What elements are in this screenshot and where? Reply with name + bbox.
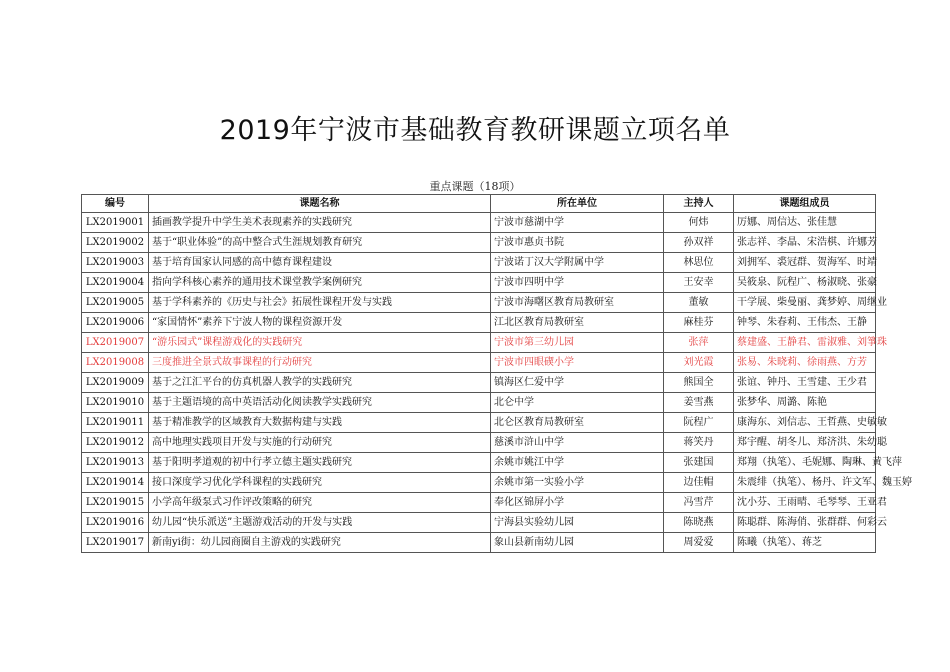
- cell-unit: 余姚市姚江中学: [491, 453, 664, 473]
- page-title: 2019年宁波市基础教育教研课题立项名单: [219, 115, 731, 146]
- cell-host: 何炜: [664, 213, 734, 233]
- cell-project-name: 基于“职业体验”的高中整合式生涯规划教育研究: [149, 233, 491, 253]
- cell-project-name: 基于主题语境的高中英语活动化阅读教学实践研究: [149, 393, 491, 413]
- cell-members: 张易、朱晓莉、徐雨燕、方芳: [734, 353, 876, 373]
- cell-id: LX2019017: [82, 533, 149, 553]
- cell-host: 陈晓燕: [664, 513, 734, 533]
- table-row: [82, 413, 876, 433]
- table-row: [82, 333, 876, 353]
- cell-project-name: 高中地理实践项目开发与实施的行动研究: [149, 433, 491, 453]
- table-row: [82, 273, 876, 293]
- cell-host: 姜雪燕: [664, 393, 734, 413]
- cell-unit: 慈溪市浒山中学: [491, 433, 664, 453]
- cell-project-name: 基于精准教学的区域教育大数据构建与实践: [149, 413, 491, 433]
- table-row: [82, 253, 876, 273]
- cell-unit: 宁波市第三幼儿园: [491, 333, 664, 353]
- cell-members: 吴筱泉、阮程广、杨淑晓、张豪: [734, 273, 876, 293]
- table-row: [82, 373, 876, 393]
- cell-members: 干学展、柴曼丽、龚梦婷、周继业: [734, 293, 876, 313]
- cell-id: LX2019005: [82, 293, 149, 313]
- cell-id: LX2019016: [82, 513, 149, 533]
- table-row: [82, 293, 876, 313]
- cell-members: 刘拥军、裘冠群、贺海军、时靖: [734, 253, 876, 273]
- cell-host: 张萍: [664, 333, 734, 353]
- cell-unit: 象山县新南幼儿园: [491, 533, 664, 553]
- cell-unit: 余姚市第一实验小学: [491, 473, 664, 493]
- cell-members: 张志祥、李晶、宋浩棋、许娜芳: [734, 233, 876, 253]
- table-caption: 重点课题（18项）: [429, 180, 521, 193]
- cell-host: 蒋笑丹: [664, 433, 734, 453]
- cell-id: LX2019015: [82, 493, 149, 513]
- cell-project-name: 新南yi街：幼儿园商圈自主游戏的实践研究: [149, 533, 491, 553]
- cell-unit: 宁波诺丁汉大学附属中学: [491, 253, 664, 273]
- table-row: [82, 533, 876, 553]
- cell-host: 董敏: [664, 293, 734, 313]
- cell-host: 王安幸: [664, 273, 734, 293]
- cell-project-name: 指向学科核心素养的通用技术课堂教学案例研究: [149, 273, 491, 293]
- header-id: 编号: [82, 195, 149, 213]
- cell-id: LX2019004: [82, 273, 149, 293]
- cell-unit: 宁波市惠贞书院: [491, 233, 664, 253]
- header-host: 主持人: [664, 195, 734, 213]
- cell-members: 康海东、刘信志、王哲燕、史敏敏: [734, 413, 876, 433]
- table-row: [82, 213, 876, 233]
- cell-host: 张建国: [664, 453, 734, 473]
- cell-project-name: 三度推进全景式故事课程的行动研究: [149, 353, 491, 373]
- cell-members: 张谊、钟丹、王雪建、王少君: [734, 373, 876, 393]
- table-row: [82, 493, 876, 513]
- cell-host: 刘光霞: [664, 353, 734, 373]
- cell-host: 林思位: [664, 253, 734, 273]
- cell-project-name: 基于培育国家认同感的高中德育课程建设: [149, 253, 491, 273]
- cell-id: LX2019014: [82, 473, 149, 493]
- table-row: [82, 233, 876, 253]
- cell-members: 蔡建盛、王静君、雷淑雅、刘箏珠: [734, 333, 876, 353]
- header-members: 课题组成员: [734, 195, 876, 213]
- cell-id: LX2019011: [82, 413, 149, 433]
- cell-host: 冯雪芹: [664, 493, 734, 513]
- projects-table: [81, 194, 912, 553]
- cell-unit: 宁海县实验幼儿园: [491, 513, 664, 533]
- cell-unit: 北仑区教育局教研室: [491, 413, 664, 433]
- cell-id: LX2019003: [82, 253, 149, 273]
- cell-unit: 宁波市慈湖中学: [491, 213, 664, 233]
- cell-members: 陈聪群、陈海俏、张群群、何彩云: [734, 513, 876, 533]
- table-row: [82, 353, 876, 373]
- cell-members: 厉娜、周信达、张佳慧: [734, 213, 876, 233]
- cell-id: LX2019007: [82, 333, 149, 353]
- cell-members: 沈小芬、王雨晴、毛琴琴、王亚君: [734, 493, 876, 513]
- cell-id: LX2019013: [82, 453, 149, 473]
- cell-project-name: “家国情怀”素养下宁波人物的课程资源开发: [149, 313, 491, 333]
- cell-unit: 宁波市海曙区教育局教研室: [491, 293, 664, 313]
- cell-host: 孙双祥: [664, 233, 734, 253]
- cell-unit: 镇海区仁爱中学: [491, 373, 664, 393]
- cell-members: 郑宇醒、胡冬儿、郑济洪、朱幼聪: [734, 433, 876, 453]
- cell-unit: 宁波市四眼碶小学: [491, 353, 664, 373]
- table-row: [82, 393, 876, 413]
- cell-id: LX2019008: [82, 353, 149, 373]
- cell-unit: 北仑中学: [491, 393, 664, 413]
- table-row: [82, 453, 876, 473]
- table-row: [82, 513, 876, 533]
- cell-members: 朱震绯（执笔）、杨丹、许文军、魏玉婷: [734, 473, 876, 493]
- table-row: [82, 473, 876, 493]
- cell-members: 郑翔（执笔）、毛妮娜、陶琳、黄飞萍: [734, 453, 876, 473]
- cell-project-name: 小学高年级泵式习作评改策略的研究: [149, 493, 491, 513]
- cell-id: LX2019006: [82, 313, 149, 333]
- cell-members: 张梦华、周潞、陈艳: [734, 393, 876, 413]
- cell-project-name: 接口深度学习优化学科课程的实践研究: [149, 473, 491, 493]
- cell-host: 麻桂芬: [664, 313, 734, 333]
- cell-id: LX2019001: [82, 213, 149, 233]
- cell-host: 边佳帽: [664, 473, 734, 493]
- header-unit: 所在单位: [491, 195, 664, 213]
- cell-members: 陈曦（执笔）、蒋芝: [734, 533, 876, 553]
- table-header-row: [82, 195, 876, 213]
- cell-unit: 江北区教育局教研室: [491, 313, 664, 333]
- cell-project-name: 基于之江汇平台的仿真机器人教学的实践研究: [149, 373, 491, 393]
- cell-unit: 奉化区锦屏小学: [491, 493, 664, 513]
- cell-id: LX2019010: [82, 393, 149, 413]
- cell-host: 周爱爱: [664, 533, 734, 553]
- cell-id: LX2019012: [82, 433, 149, 453]
- header-project-name: 课题名称: [149, 195, 491, 213]
- cell-project-name: 基于学科素养的《历史与社会》拓展性课程开发与实践: [149, 293, 491, 313]
- table-row: [82, 433, 876, 453]
- table-row: [82, 313, 876, 333]
- cell-project-name: 插画教学提升中学生美术表现素养的实践研究: [149, 213, 491, 233]
- cell-host: 阮程广: [664, 413, 734, 433]
- cell-host: 熊国全: [664, 373, 734, 393]
- cell-unit: 宁波市四明中学: [491, 273, 664, 293]
- cell-id: LX2019009: [82, 373, 149, 393]
- cell-project-name: “游乐园式”课程游戏化的实践研究: [149, 333, 491, 353]
- cell-project-name: 基于阳明孝道观的初中行孝立德主题实践研究: [149, 453, 491, 473]
- cell-project-name: 幼儿园“快乐派送”主题游戏活动的开发与实践: [149, 513, 491, 533]
- cell-id: LX2019002: [82, 233, 149, 253]
- cell-members: 钟琴、朱春莉、王伟杰、王静: [734, 313, 876, 333]
